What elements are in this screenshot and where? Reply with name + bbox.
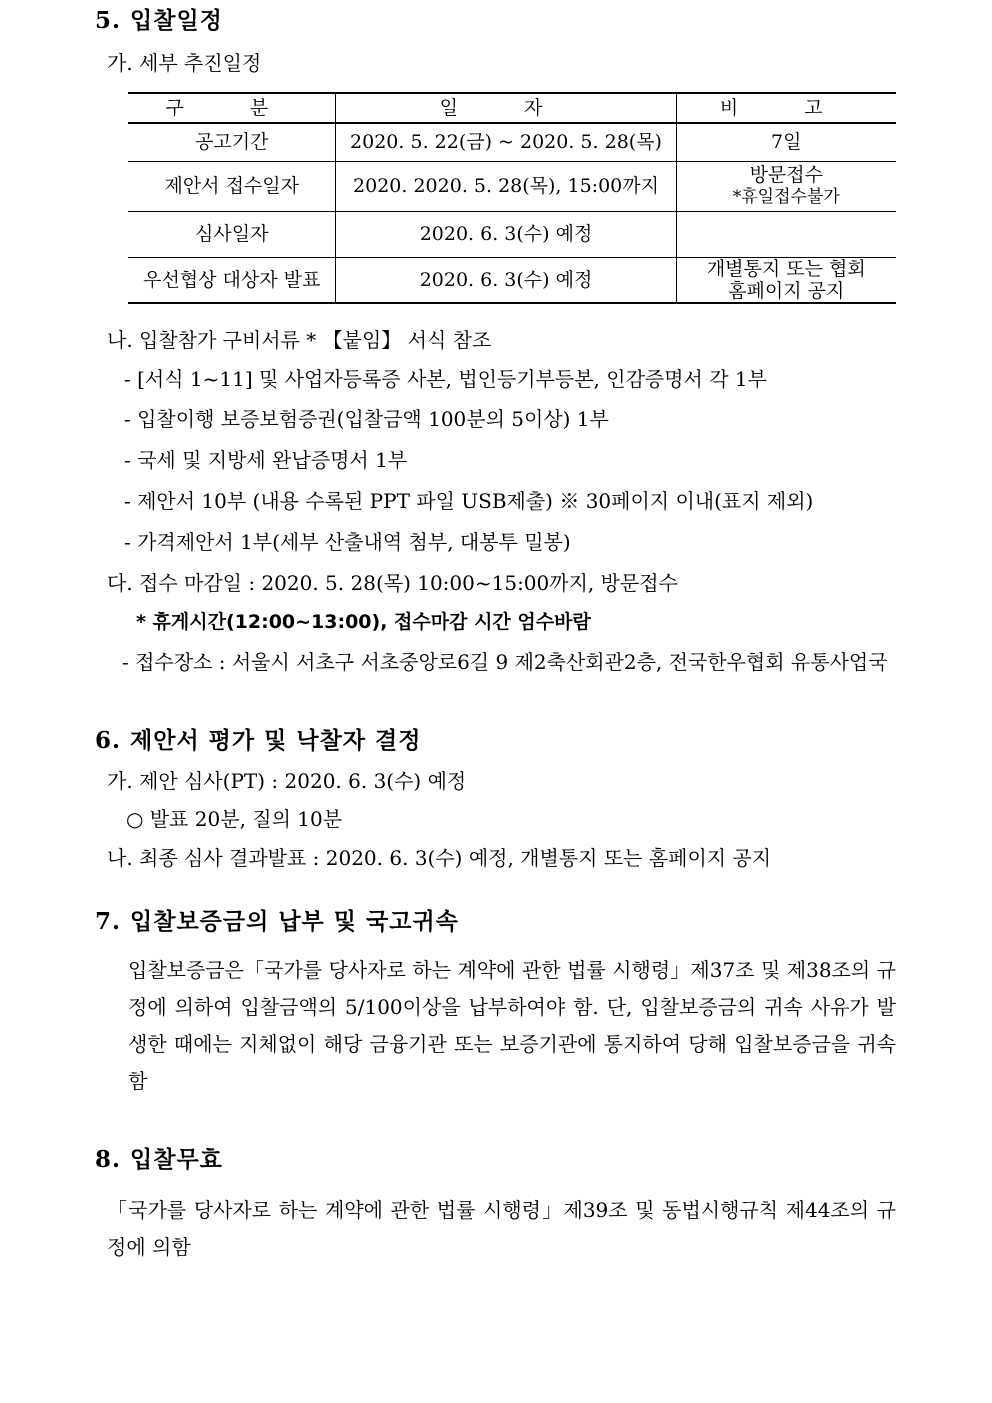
row-date: 2020. 5. 22(금) ~ 2020. 5. 28(목) [336, 123, 676, 161]
section-5-sub-ga: 가. 세부 추진일정 [107, 51, 262, 75]
section-8-title: 8. 입찰무효 [95, 1146, 223, 1173]
doc-item: - 입찰이행 보증보험증권(입찰금액 100분의 5이상) 1부 [124, 407, 609, 431]
schedule-table [128, 92, 896, 304]
section-6-ga: 가. 제안 심사(PT) : 2020. 6. 3(수) 예정 [107, 769, 467, 793]
doc-item: - 국세 및 지방세 완납증명서 1부 [124, 448, 408, 472]
section-7-body: 입찰보증금은「국가를 당사자로 하는 계약에 관한 법률 시행령」제37조 및 제38조의 규정에 의하여 입찰금액의 5/100이상을 납부하여야 함. 단, 입찰보증금의 귀속 사유가 발생한 때에는 지체없이 해당 금융기관 또는 보증기관에 통지하여 당해 입찰보증금을 귀속함 [128, 958, 896, 1093]
row-note-main: 개별통지 또는 협회 [706, 257, 866, 280]
row-note-sub: *휴일접수불가 [732, 187, 840, 207]
section-7-title: 7. 입찰보증금의 납부 및 국고귀속 [95, 908, 459, 935]
section-5-sub-da: 다. 접수 마감일 : 2020. 5. 28(목) 10:00~15:00까지, 방문접수 [107, 571, 678, 595]
deadline-note: * 휴게시간(12:00~13:00), 접수마감 시간 엄수바람 [136, 611, 591, 633]
row-note-main: 7일 [771, 131, 802, 154]
table-row [128, 211, 896, 257]
doc-item: - 가격제안서 1부(세부 산출내역 첨부, 대봉투 밀봉) [124, 530, 571, 554]
row-date: 2020. 6. 3(수) 예정 [336, 257, 676, 303]
row-label: 공고기간 [128, 123, 336, 161]
header-note: 비 고 [676, 93, 896, 123]
row-note [676, 257, 896, 303]
section-6-ga-item: ○ 발표 20분, 질의 10분 [126, 807, 343, 831]
row-note [676, 123, 896, 161]
row-label: 제안서 접수일자 [128, 161, 336, 211]
doc-item: - 제안서 10부 (내용 수록된 PPT 파일 USB제출) ※ 30페이지 이내(표지 제외) [124, 489, 814, 513]
doc-item: - [서식 1~11] 및 사업자등록증 사본, 법인등기부등본, 인감증명서 각 1부 [124, 367, 767, 391]
section-6-na: 나. 최종 심사 결과발표 : 2020. 6. 3(수) 예정, 개별통지 또는 홈페이지 공지 [107, 846, 772, 870]
row-note-main: 방문접수 [749, 164, 823, 186]
table-header-row [128, 93, 896, 123]
table-row [128, 257, 896, 303]
section-6-title: 6. 제안서 평가 및 낙찰자 결정 [95, 727, 422, 754]
row-note-sub: 홈페이지 공지 [728, 279, 845, 302]
row-note [676, 161, 896, 211]
section-5-title: 5. 입찰일정 [95, 7, 223, 34]
section-5-sub-na: 나. 입찰참가 구비서류 * 【붙임】 서식 참조 [107, 328, 492, 352]
row-label: 우선협상 대상자 발표 [128, 257, 336, 303]
header-category: 구 분 [128, 93, 336, 123]
row-note [676, 211, 896, 257]
row-date: 2020. 2020. 5. 28(목), 15:00까지 [336, 161, 676, 211]
table-row [128, 123, 896, 161]
deadline-place: - 접수장소 : 서울시 서초구 서초중앙로6길 9 제2축산회관2층, 전국한우협회 유통사업국 [122, 650, 888, 674]
row-date: 2020. 6. 3(수) 예정 [336, 211, 676, 257]
header-date: 일 자 [336, 93, 676, 123]
table-row [128, 161, 896, 211]
row-label: 심사일자 [128, 211, 336, 257]
section-8-body: 「국가를 당사자로 하는 계약에 관한 법률 시행령」제39조 및 동법시행규칙 제44조의 규정에 의함 [107, 1198, 896, 1259]
